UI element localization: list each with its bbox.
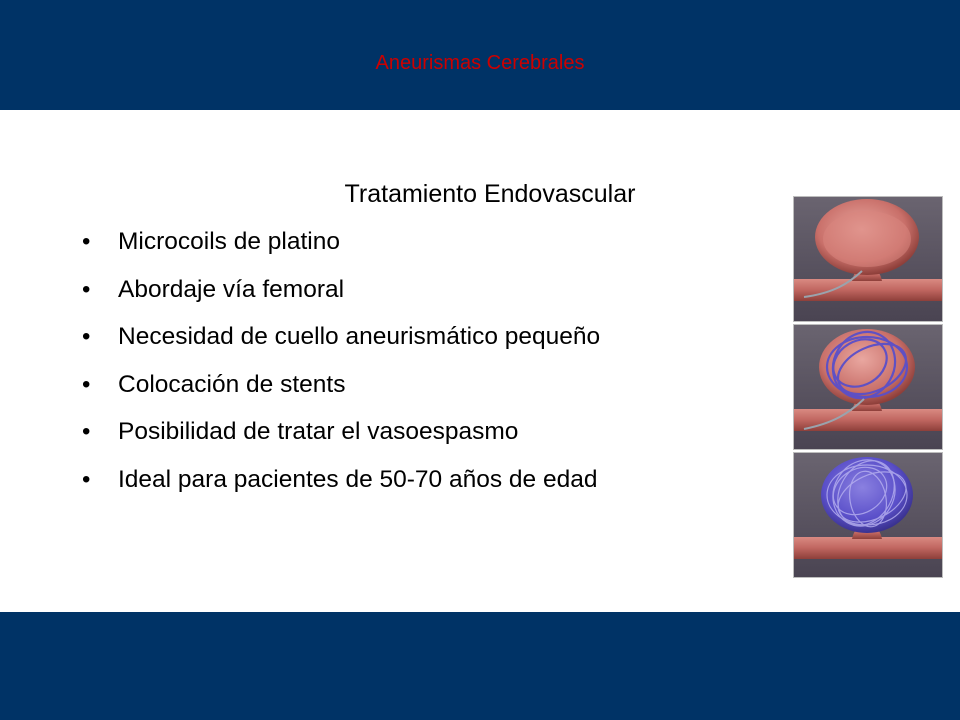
- bullet-text: Abordaje vía femoral: [118, 275, 345, 303]
- bullet-item: [82, 227, 600, 275]
- bullet-dot: •: [82, 323, 91, 350]
- bullet-dot: •: [82, 418, 91, 445]
- aneurysm-panel-partial-coil: [793, 324, 943, 450]
- aneurysm-illustrations: [793, 196, 943, 578]
- bullet-item: [82, 465, 600, 513]
- slide-title: Aneurismas Cerebrales: [375, 52, 585, 74]
- slide-subtitle: Tratamiento Endovascular: [344, 180, 636, 208]
- aneurysm-panel-full-coil: [793, 452, 943, 578]
- footer-band: [0, 612, 960, 720]
- aneurysm-empty-image: [794, 197, 942, 321]
- bullet-text: Necesidad de cuello aneurismático pequeño: [118, 323, 601, 350]
- bullet-item: [82, 370, 600, 418]
- bullet-item: [82, 322, 600, 370]
- bullet-text: Microcoils de platino: [118, 228, 340, 255]
- bullet-text: Posibilidad de tratar el vasoespasmo: [118, 418, 519, 445]
- bullet-text: Ideal para pacientes de 50-70 años de edad: [118, 465, 598, 493]
- bullet-dot: •: [82, 228, 91, 255]
- bullet-dot: •: [82, 465, 91, 493]
- aneurysm-panel-empty: [793, 196, 943, 322]
- bullet-dot: •: [82, 275, 91, 303]
- bullet-item: [82, 275, 600, 323]
- bullet-text: Colocación de stents: [118, 370, 346, 398]
- bullet-item: [82, 417, 600, 465]
- bullet-dot: •: [82, 370, 91, 398]
- aneurysm-partial-coil-image: [794, 325, 942, 449]
- aneurysm-full-coil-image: [794, 453, 942, 577]
- bullet-list: [82, 227, 600, 512]
